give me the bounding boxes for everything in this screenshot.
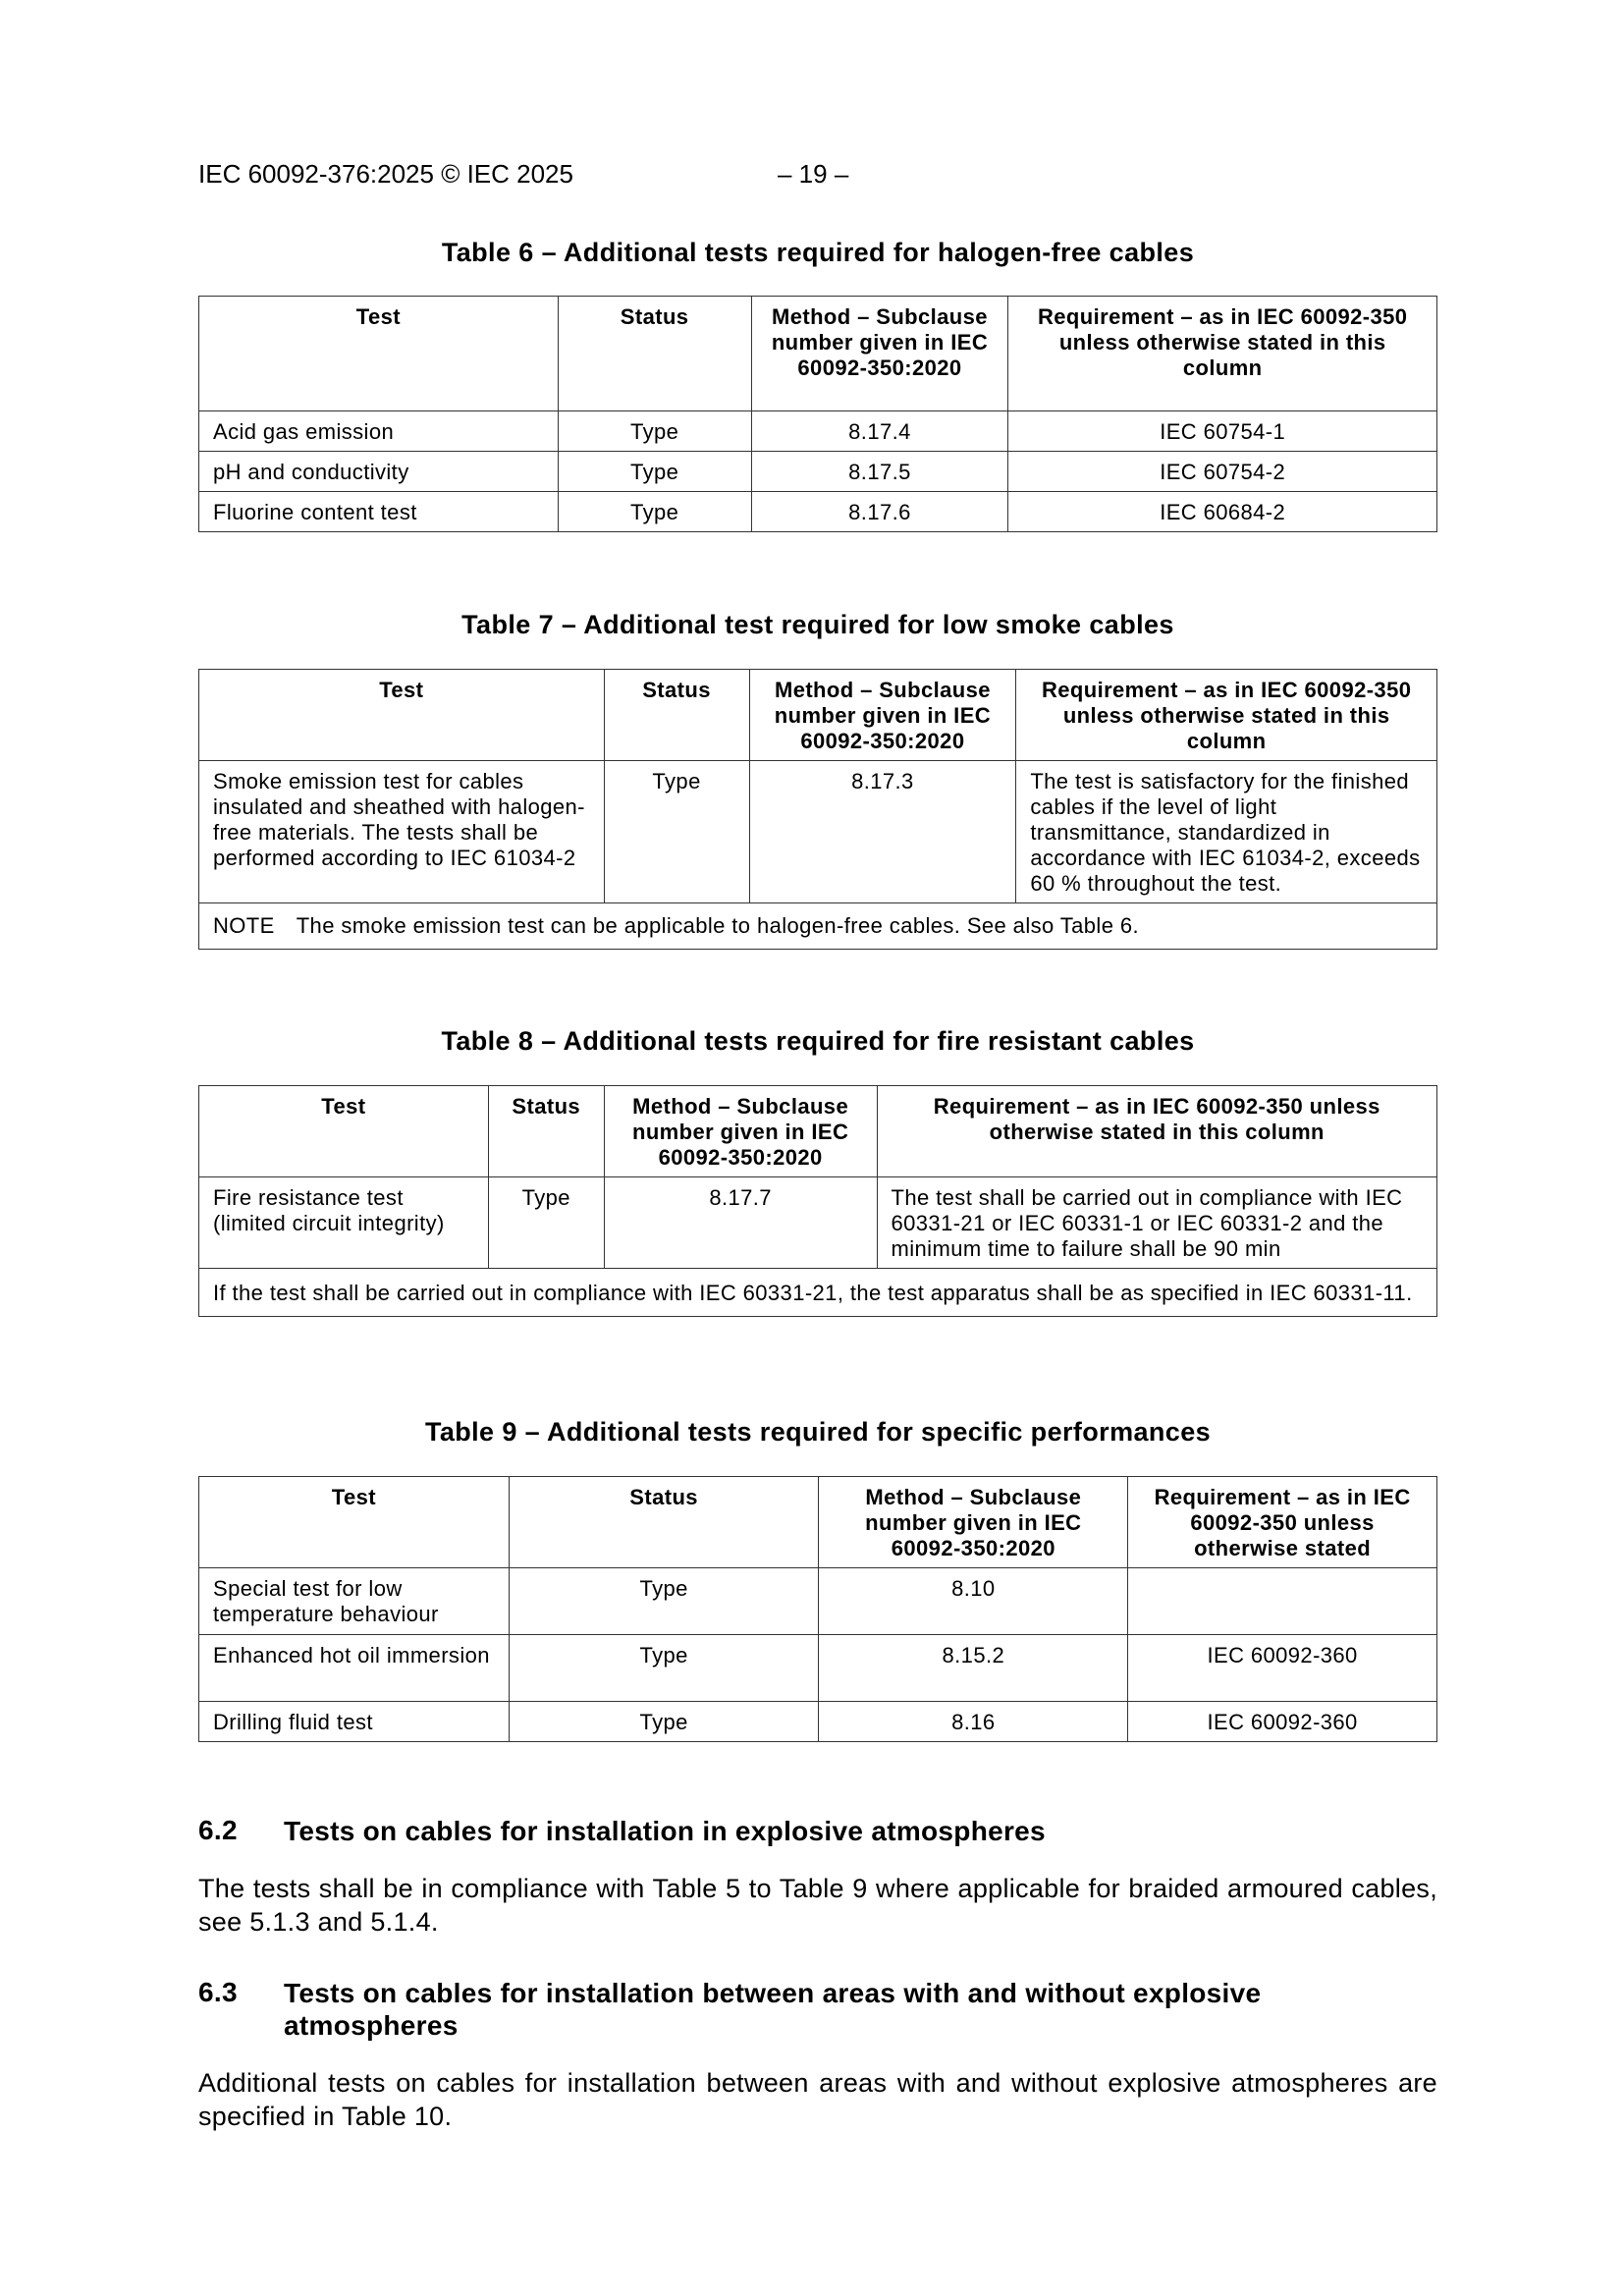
table-9-header-status: Status	[509, 1477, 819, 1568]
table-cell: 8.17.3	[749, 761, 1016, 903]
table-7-note	[199, 903, 1437, 950]
table-6-header-method: Method – Subclause number given in IEC 60092-350:2020	[751, 297, 1008, 411]
table-cell	[1128, 1568, 1437, 1635]
table-cell: 8.16	[819, 1702, 1128, 1742]
table-8-footnote: If the test shall be carried out in compliance with IEC 60331-21, the test apparatus shall be as specified in IEC 60331-11.	[199, 1269, 1437, 1317]
table-6-header-requirement: Requirement – as in IEC 60092-350 unless otherwise stated in this column	[1008, 297, 1437, 411]
table-cell: 8.10	[819, 1568, 1128, 1635]
table-6-header-row	[199, 297, 1437, 411]
table-cell: Type	[509, 1635, 819, 1702]
table-row	[199, 1568, 1437, 1635]
table-8-header-requirement: Requirement – as in IEC 60092-350 unless otherwise stated in this column	[877, 1086, 1436, 1177]
section-6-3-body: Additional tests on cables for installation between areas with and without explosive atmospheres are specified in Table 10.	[198, 2068, 1437, 2131]
section-title: Tests on cables for installation in explosive atmospheres	[284, 1816, 1046, 1846]
table-6	[198, 296, 1437, 532]
table-cell: IEC 60092-360	[1128, 1635, 1437, 1702]
table-row	[199, 1177, 1437, 1269]
table-row	[199, 1702, 1437, 1742]
table-cell: Drilling fluid test	[199, 1702, 510, 1742]
table-cell: pH and conductivity	[199, 452, 559, 492]
page-number: – 19 –	[778, 159, 849, 189]
table-cell: Type	[509, 1702, 819, 1742]
table-7-header-method: Method – Subclause number given in IEC 60092-350:2020	[749, 670, 1016, 761]
table-6-title: Table 6 – Additional tests required for halogen-free cables	[441, 238, 1195, 267]
table-7-header-requirement: Requirement – as in IEC 60092-350 unless otherwise stated in this column	[1016, 670, 1437, 761]
table-9-header-row	[199, 1477, 1437, 1568]
table-cell: IEC 60684-2	[1008, 492, 1437, 532]
table-cell: Special test for low temperature behaviour	[199, 1568, 510, 1635]
table-7-header-test: Test	[199, 670, 605, 761]
section-number: 6.3	[198, 1977, 238, 2007]
page-header	[198, 159, 849, 190]
table-cell: Enhanced hot oil immersion	[199, 1635, 510, 1702]
table-row	[199, 492, 1437, 532]
table-9-title: Table 9 – Additional tests required for specific performances	[424, 1417, 1212, 1447]
table-row	[199, 761, 1437, 903]
table-6-header-status: Status	[558, 297, 751, 411]
standard-reference: IEC 60092-376:2025 © IEC 2025	[198, 159, 573, 189]
table-cell: IEC 60092-360	[1128, 1702, 1437, 1742]
table-7-title: Table 7 – Additional test required for low smoke cables	[461, 610, 1174, 639]
table-cell: Fire resistance test (limited circuit integrity)	[199, 1177, 489, 1269]
table-cell: Smoke emission test for cables insulated and sheathed with halogen-free materials. The tests shall be performed according to IEC 61034-2	[199, 761, 605, 903]
table-8-header-row	[199, 1086, 1437, 1177]
table-8-header-method: Method – Subclause number given in IEC 60092-350:2020	[604, 1086, 877, 1177]
table-cell: 8.15.2	[819, 1635, 1128, 1702]
table-cell: Type	[558, 452, 751, 492]
table-8-title: Table 8 – Additional tests required for fire resistant cables	[441, 1026, 1195, 1056]
table-cell: Fluorine content test	[199, 492, 559, 532]
table-cell: Acid gas emission	[199, 411, 559, 452]
table-7-note-row	[199, 903, 1437, 950]
table-cell: 8.17.6	[751, 492, 1008, 532]
table-9-header-requirement: Requirement – as in IEC 60092-350 unless otherwise stated	[1128, 1477, 1437, 1568]
table-cell: Type	[604, 761, 749, 903]
table-cell: Type	[488, 1177, 604, 1269]
section-6-2-body: The tests shall be in compliance with Table 5 to Table 9 where applicable for braided armoured cables, see 5.1.3 and 5.1.4.	[198, 1874, 1437, 1937]
table-9-header-method: Method – Subclause number given in IEC 60092-350:2020	[819, 1477, 1128, 1568]
table-row	[199, 452, 1437, 492]
table-cell: IEC 60754-2	[1008, 452, 1437, 492]
table-cell: Type	[558, 411, 751, 452]
note-label: NOTE	[213, 913, 275, 938]
table-cell: The test shall be carried out in compliance with IEC 60331-21 or IEC 60331-1 or IEC 60331-2 and the minimum time to failure shall be 90 min	[877, 1177, 1436, 1269]
table-7-header-status: Status	[604, 670, 749, 761]
table-8-header-status: Status	[488, 1086, 604, 1177]
table-8-footnote-row	[199, 1269, 1437, 1317]
table-cell: IEC 60754-1	[1008, 411, 1437, 452]
table-cell: The test is satisfactory for the finished cables if the level of light transmittance, standardized in accordance with IEC 61034-2, exceeds 60 % throughout the test.	[1016, 761, 1437, 903]
table-8-header-test: Test	[199, 1086, 489, 1177]
table-cell: 8.17.4	[751, 411, 1008, 452]
note-text: The smoke emission test can be applicable to halogen-free cables. See also Table 6.	[296, 913, 1140, 938]
section-title: Tests on cables for installation between areas with and without explosive atmospheres	[284, 1978, 1262, 2041]
table-cell: Type	[509, 1568, 819, 1635]
table-cell: 8.17.5	[751, 452, 1008, 492]
table-8	[198, 1085, 1437, 1317]
section-number: 6.2	[198, 1815, 238, 1845]
table-9	[198, 1476, 1437, 1742]
table-7-header-row	[199, 670, 1437, 761]
table-row	[199, 1635, 1437, 1702]
table-cell: Type	[558, 492, 751, 532]
table-row	[199, 411, 1437, 452]
table-cell: 8.17.7	[604, 1177, 877, 1269]
table-6-header-test: Test	[199, 297, 559, 411]
table-9-header-test: Test	[199, 1477, 510, 1568]
table-7	[198, 669, 1437, 950]
